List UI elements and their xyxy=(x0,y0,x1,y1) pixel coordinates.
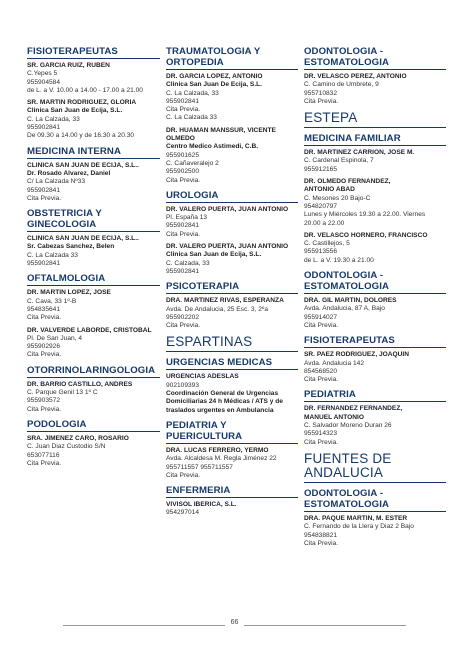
entry-detail-line: 954820797 xyxy=(304,202,338,210)
entry-detail-line: C. Juan Diaz Custodio S/N xyxy=(27,443,106,451)
directory-section xyxy=(166,281,298,330)
entry-detail-line: 653077116 xyxy=(27,451,60,459)
entry-name-line: ANTONIO ABAD xyxy=(304,186,355,194)
directory-entry xyxy=(166,73,298,123)
directory-entry xyxy=(27,435,160,468)
entry-detail-line: Cita Previa. xyxy=(166,106,201,114)
directory-section xyxy=(304,389,446,446)
directory-entry xyxy=(304,178,446,228)
entry-detail-line: C. Calzada, 33 xyxy=(166,259,210,267)
entry-detail-line: C. Cava, 33 1º-B xyxy=(27,297,77,305)
entry-detail-line: 954835641 xyxy=(27,305,61,313)
page-number: 66 xyxy=(230,619,239,626)
entry-detail-line: de L. a V. 19.30 a 21.00 xyxy=(304,256,374,264)
entry-detail-line: 955902841 xyxy=(27,260,61,268)
entry-name-line: MANUEL ANTONIO xyxy=(304,413,364,421)
directory-section xyxy=(27,419,160,468)
entry-detail-line: De 09.30 a 14.00 y de 16.30 a 20.30 xyxy=(27,132,135,140)
directory-entry xyxy=(166,373,298,414)
entry-detail-line: 955914323 xyxy=(304,430,338,438)
entry-detail-line: 955902500 xyxy=(166,168,200,176)
entry-detail-line: Pl. De San Juan, 4 xyxy=(27,334,82,342)
entry-name-line: Dr. Rosado Alvarez, Daniel xyxy=(27,169,111,177)
directory-entry xyxy=(304,73,446,106)
entry-detail-line: C. Mesones 20 Bajo-C xyxy=(304,194,371,202)
entry-detail-line: 955710832 xyxy=(304,89,338,97)
section-heading: OBSTETRICIA Y GINECOLOGIA xyxy=(27,208,160,232)
entry-detail-line: C.Yepes 5 xyxy=(27,70,58,78)
directory-section xyxy=(304,46,446,106)
entry-detail-line: 955903572 xyxy=(27,397,61,405)
entry-name-line: Clinica San Juan de Ecija, S.L. xyxy=(27,107,123,115)
entry-detail-line: Avda. Andalucia 142 xyxy=(304,359,365,367)
section-heading: ENFERMERIA xyxy=(166,485,298,498)
directory-section xyxy=(304,488,446,548)
entry-detail-line: Pl. España 13 xyxy=(166,214,208,222)
directory-entry xyxy=(166,243,298,276)
directory-section xyxy=(27,208,160,268)
footer-rule-left xyxy=(63,625,225,626)
section-heading: MEDICINA FAMILIAR xyxy=(304,133,446,146)
entry-detail-line: C/ La Calzada Nº33 xyxy=(27,178,86,186)
directory-entry xyxy=(166,127,298,185)
entry-detail-line: Cita Previa. xyxy=(27,314,62,322)
entry-detail-line: 955913556 xyxy=(304,248,338,256)
directory-section xyxy=(27,365,160,414)
entry-detail-line: C. La Calzada, 33 xyxy=(27,115,80,123)
section-heading: PEDIATRIA Y PUERICULTURA xyxy=(166,420,298,444)
entry-detail-line: Cita Previa. xyxy=(166,471,201,479)
entry-detail-line: 955711557 955711557 xyxy=(166,463,233,471)
directory-section xyxy=(27,46,160,141)
entry-detail-line: Cita Previa. xyxy=(304,539,339,547)
section-heading: URGENCIAS MEDICAS xyxy=(166,357,298,370)
section-heading: ODONTOLOGIA - ESTOMATOLOGIA xyxy=(304,270,446,294)
entry-name-line: CLINICA SAN JUAN DE ECIJA, S.L.. xyxy=(27,161,139,169)
entry-detail-line: 955902841 xyxy=(166,267,200,275)
entry-name-line: DR. VELASCO HORNERO, FRANCISCO xyxy=(304,231,428,239)
entry-detail-line: Cita Previa. xyxy=(27,351,62,359)
directory-section xyxy=(166,485,298,518)
entry-name-line: DRA. PAQUE MARTIN, M. ESTER xyxy=(304,514,408,522)
entry-name-line: DR. VALERO PUERTA, JUAN ANTONIO xyxy=(166,205,289,213)
directory-entry xyxy=(27,162,160,203)
entry-detail-line: Cita Previa. xyxy=(27,405,62,413)
entry-detail-line: Avda. Alcaldesa M. Regla Jiménez 22 xyxy=(166,455,277,463)
town-heading: FUENTES DE ANDALUCIA xyxy=(304,452,446,483)
directory-section xyxy=(166,190,298,276)
entry-name-line: OLMEDO xyxy=(166,135,195,143)
entry-detail-line: 955902202 xyxy=(166,313,200,321)
entry-name-line: Sr. Cabezas Sanchez, Belen xyxy=(27,243,115,251)
entry-detail-line: Avda. Andalucia, 87 A, Bajo xyxy=(304,305,385,313)
directory-section xyxy=(27,273,160,359)
directory-entry xyxy=(27,62,160,95)
directory-entry xyxy=(304,351,446,384)
entry-name-line: Coordinación General de Urgencias xyxy=(166,390,279,398)
entry-name-line: DRA. GIL MARTIN, DOLORES xyxy=(304,297,397,305)
entry-detail-line: 955901625 xyxy=(166,151,200,159)
section-heading: PODOLOGIA xyxy=(27,419,160,432)
entry-name-line: traslados urgentes en Ambulancia xyxy=(166,406,274,414)
entry-detail-line: Cita Previa. xyxy=(304,438,339,446)
entry-detail-line: Cita Previa. xyxy=(166,322,201,330)
entry-detail-line: 955912165 xyxy=(304,165,338,173)
section-heading: PSICOTERAPIA xyxy=(166,281,298,294)
entry-detail-line: 955902841 xyxy=(166,97,200,105)
entry-detail-line: C. La Calzada 33 xyxy=(166,114,217,122)
entry-name-line: URGENCIAS ADESLAS xyxy=(166,373,239,381)
directory-section xyxy=(166,357,298,414)
entry-detail-line: 955902841 xyxy=(27,124,61,132)
entry-detail-line: Cita Previa. xyxy=(166,176,201,184)
entry-name-line: SRA. JIMENEZ CARO, ROSARIO xyxy=(27,434,129,442)
entry-detail-line: 955902841 xyxy=(27,186,61,194)
directory-section xyxy=(166,46,298,185)
directory-entry xyxy=(27,381,160,414)
section-heading: OTORRINOLARINGOLOGIA xyxy=(27,365,160,378)
entry-detail-line: Avda. De Andalucia, 25 Esc. 3, 2ºa xyxy=(166,305,268,313)
section-heading: ODONTOLOGIA - ESTOMATOLOGIA xyxy=(304,46,446,70)
entry-name-line: Domiciliarias 24 h Médicas / ATS y de xyxy=(166,398,283,406)
entry-detail-line: 902109393 xyxy=(166,381,200,389)
entry-detail-line: Cita Previa. xyxy=(304,376,339,384)
directory-section xyxy=(304,133,446,265)
entry-name-line: Clinica San Juan De Ecija, S.L. xyxy=(166,81,263,89)
directory-section xyxy=(27,146,160,203)
entry-name-line: DRA. MARTINEZ RIVAS, ESPERANZA xyxy=(166,297,284,305)
section-heading: UROLOGIA xyxy=(166,190,298,203)
directory-section xyxy=(166,420,298,480)
section-heading: OFTALMOLOGIA xyxy=(27,273,160,286)
section-heading: MEDICINA INTERNA xyxy=(27,146,160,159)
directory-entry xyxy=(166,297,298,330)
column-left xyxy=(27,46,160,473)
entry-name-line: DR. OLMEDO FERNANDEZ, xyxy=(304,178,391,186)
directory-entry xyxy=(166,447,298,480)
entry-detail-line: C. La Calzada, 33 xyxy=(166,89,219,97)
entry-name-line: DR. VELASCO PEREZ, ANTONIO xyxy=(304,73,407,80)
column-right xyxy=(304,46,446,553)
section-heading: FISIOTERAPEUTAS xyxy=(27,46,160,59)
entry-detail-line: 854568520 xyxy=(304,367,338,375)
entry-detail-line: C. Fernando de la Llera y Diaz 2 Bajo xyxy=(304,523,414,531)
directory-entry xyxy=(304,297,446,330)
entry-name-line: DR. VALVERDE LABORDE, CRISTOBAL xyxy=(27,326,152,334)
directory-entry xyxy=(27,99,160,140)
entry-name-line: DRA. LUCAS FERRERO, YERMO xyxy=(166,446,269,454)
entry-name-line: SR. MARTIN RODRIGUEZ, GLORIA xyxy=(27,99,137,107)
town-heading: ESPARTINAS xyxy=(166,335,298,352)
entry-detail-line: Cita Previa. xyxy=(304,321,339,329)
entry-detail-line: Cita Previa. xyxy=(166,230,201,238)
entry-detail-line: 955902841 xyxy=(166,222,200,230)
directory-entry xyxy=(27,235,160,268)
directory-entry xyxy=(304,515,446,548)
town-heading: ESTEPA xyxy=(304,111,446,128)
directory-entry xyxy=(27,289,160,322)
column-middle xyxy=(166,46,298,523)
entry-detail-line: C. Cañaveralejo 2 xyxy=(166,159,219,167)
entry-detail-line: 954297014 xyxy=(166,509,200,517)
entry-name-line: DR. BARRIO CASTILLO, ANDRES xyxy=(27,380,133,388)
entry-detail-line: C. La Calzada 33 xyxy=(27,251,78,259)
directory-entry xyxy=(304,149,446,174)
entry-name-line: CLINICA SAN JUAN DE ECIJA, S.L.. xyxy=(27,235,139,243)
entry-name-line: DR. VALERO PUERTA, JUAN ANTONIO xyxy=(166,243,289,251)
entry-name-line: DR. GARCIA LOPEZ, ANTONIO xyxy=(166,73,263,80)
entry-name-line: VIVISOL IBERICA, S.L. xyxy=(166,501,237,509)
entry-detail-line: Cita Previa. xyxy=(27,459,62,467)
section-heading: FISIOTERAPEUTAS xyxy=(304,335,446,348)
section-heading: PEDIATRIA xyxy=(304,389,446,402)
entry-detail-line: Lunes y Miércoles 19.30 a 22.00. Viernes xyxy=(304,211,426,219)
directory-entry xyxy=(304,405,446,446)
entry-detail-line: Cita Previa. xyxy=(304,97,339,105)
section-heading: ODONTOLOGIA - ESTOMATOLOGIA xyxy=(304,488,446,512)
directory-section xyxy=(304,270,446,330)
entry-name-line: SR. GARCIA RUIZ, RUBEN xyxy=(27,62,110,69)
entry-name-line: SR. PAEZ RODRIGUEZ, JOAQUIN xyxy=(304,351,410,359)
directory-entry xyxy=(166,501,298,518)
entry-name-line: Clinica San Juan de Ecija, S.L. xyxy=(166,251,262,259)
entry-detail-line: C. Cardenal Espinola, 7 xyxy=(304,157,374,165)
entry-name-line: DR. FERNANDEZ FERNANDEZ, xyxy=(304,405,403,413)
entry-detail-line: 955914027 xyxy=(304,313,338,321)
entry-detail-line: Cita Previa. xyxy=(27,194,62,202)
entry-detail-line: C. Castillejos, 5 xyxy=(304,240,350,248)
entry-detail-line: 955902926 xyxy=(27,343,61,351)
entry-name-line: DR. MARTIN LOPEZ, JOSE xyxy=(27,289,111,297)
entry-detail-line: de L. a V. 10.00 a 14.00 - 17.00 a 21.00 xyxy=(27,86,143,94)
entry-detail-line: C. Camino de Umbrete, 9 xyxy=(304,81,379,89)
directory-section xyxy=(304,335,446,384)
entry-name-line: Centro Medico Astimedi, C.B. xyxy=(166,143,259,151)
directory-entry xyxy=(304,232,446,265)
section-heading: TRAUMATOLOGIA Y ORTOPEDIA xyxy=(166,46,298,70)
entry-name-line: DR. HUAMAN MANSSUR, VICENTE xyxy=(166,126,276,134)
footer-rule-right xyxy=(244,625,406,626)
entry-name-line: DR. MARTINEZ CARRION, JOSE M. xyxy=(304,149,415,157)
entry-detail-line: 954838821 xyxy=(304,531,338,539)
entry-detail-line: C. Salvador Moreno Duran 26 xyxy=(304,422,392,430)
entry-detail-line: 20.00 a 22.00 xyxy=(304,219,345,227)
entry-detail-line: C. Parque Genil 13 1º C xyxy=(27,389,98,397)
directory-entry xyxy=(166,206,298,239)
directory-entry xyxy=(27,327,160,360)
entry-detail-line: 955904584 xyxy=(27,78,61,86)
